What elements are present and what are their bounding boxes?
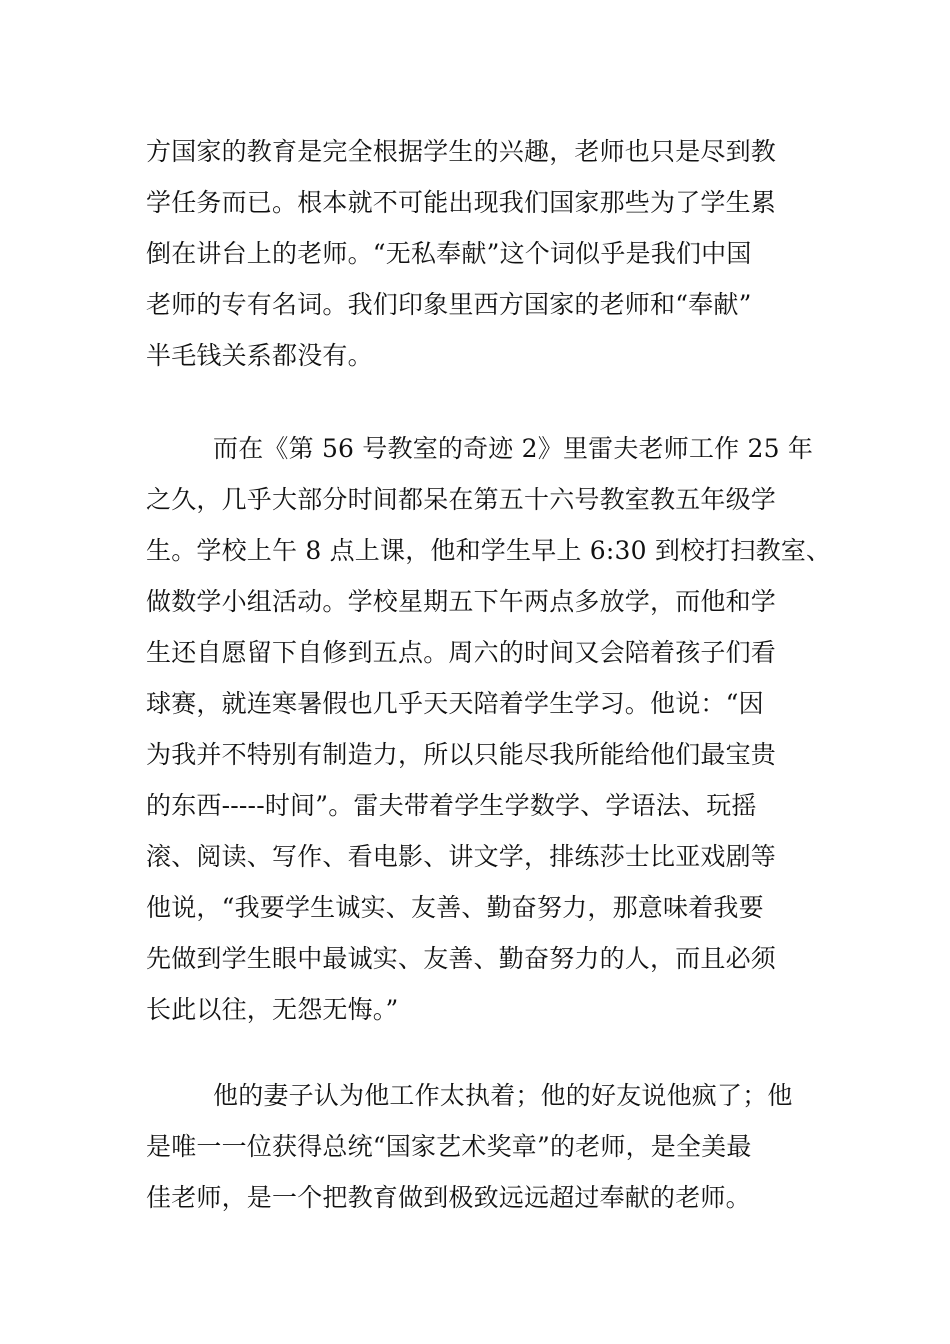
text-line: 是唯一一位获得总统“国家艺术奖章”的老师，是全美最 (146, 1132, 752, 1161)
text-line: 半毛钱关系都没有。 (146, 341, 373, 370)
text-line: 他说，“我要学生诚实、友善、勤奋努力，那意味着我要 (146, 893, 764, 922)
text-line: 为我并不特别有制造力，所以只能尽我所能给他们最宝贵 (146, 740, 777, 769)
text-line: 学任务而已。根本就不可能出现我们国家那些为了学生累 (146, 188, 777, 217)
text-line: 之久，几乎大部分时间都呆在第五十六号教室教五年级学 (146, 485, 777, 514)
text-line: 滚、阅读、写作、看电影、讲文学，排练莎士比亚戏剧等 (146, 842, 777, 871)
text-line: 球赛，就连寒暑假也几乎天天陪着学生学习。他说：“因 (146, 689, 764, 718)
paragraph-1 (146, 126, 826, 381)
text-line: 方国家的教育是完全根据学生的兴趣，老师也只是尽到教 (146, 137, 777, 166)
text-line: 生还自愿留下自修到五点。周六的时间又会陪着孩子们看 (146, 638, 777, 667)
text-line: 长此以往，无怨无悔。” (146, 995, 399, 1024)
text-line: 老师的专有名词。我们印象里西方国家的老师和“奉献” (146, 290, 752, 319)
text-line: 佳老师，是一个把教育做到极致远远超过奉献的老师。 (146, 1183, 751, 1212)
text-line: 做数学小组活动。学校星期五下午两点多放学，而他和学 (146, 587, 777, 616)
text-line: 生。学校上午 8 点上课，他和学生早上 6:30 到校打扫教室、 (146, 536, 832, 565)
paragraph-3 (146, 1070, 826, 1223)
paragraph-2 (146, 423, 832, 1035)
text-line: 的东西-----时间”。雷夫带着学生学数学、学语法、玩摇 (146, 791, 757, 820)
text-line: 倒在讲台上的老师。“无私奉献”这个词似乎是我们中国 (146, 239, 752, 268)
text-line: 而在《第 56 号教室的奇迹 2》里雷夫老师工作 25 年 (213, 434, 814, 463)
text-line: 先做到学生眼中最诚实、友善、勤奋努力的人，而且必须 (146, 944, 777, 973)
text-line: 他的妻子认为他工作太执着；他的好友说他疯了；他 (213, 1081, 793, 1110)
